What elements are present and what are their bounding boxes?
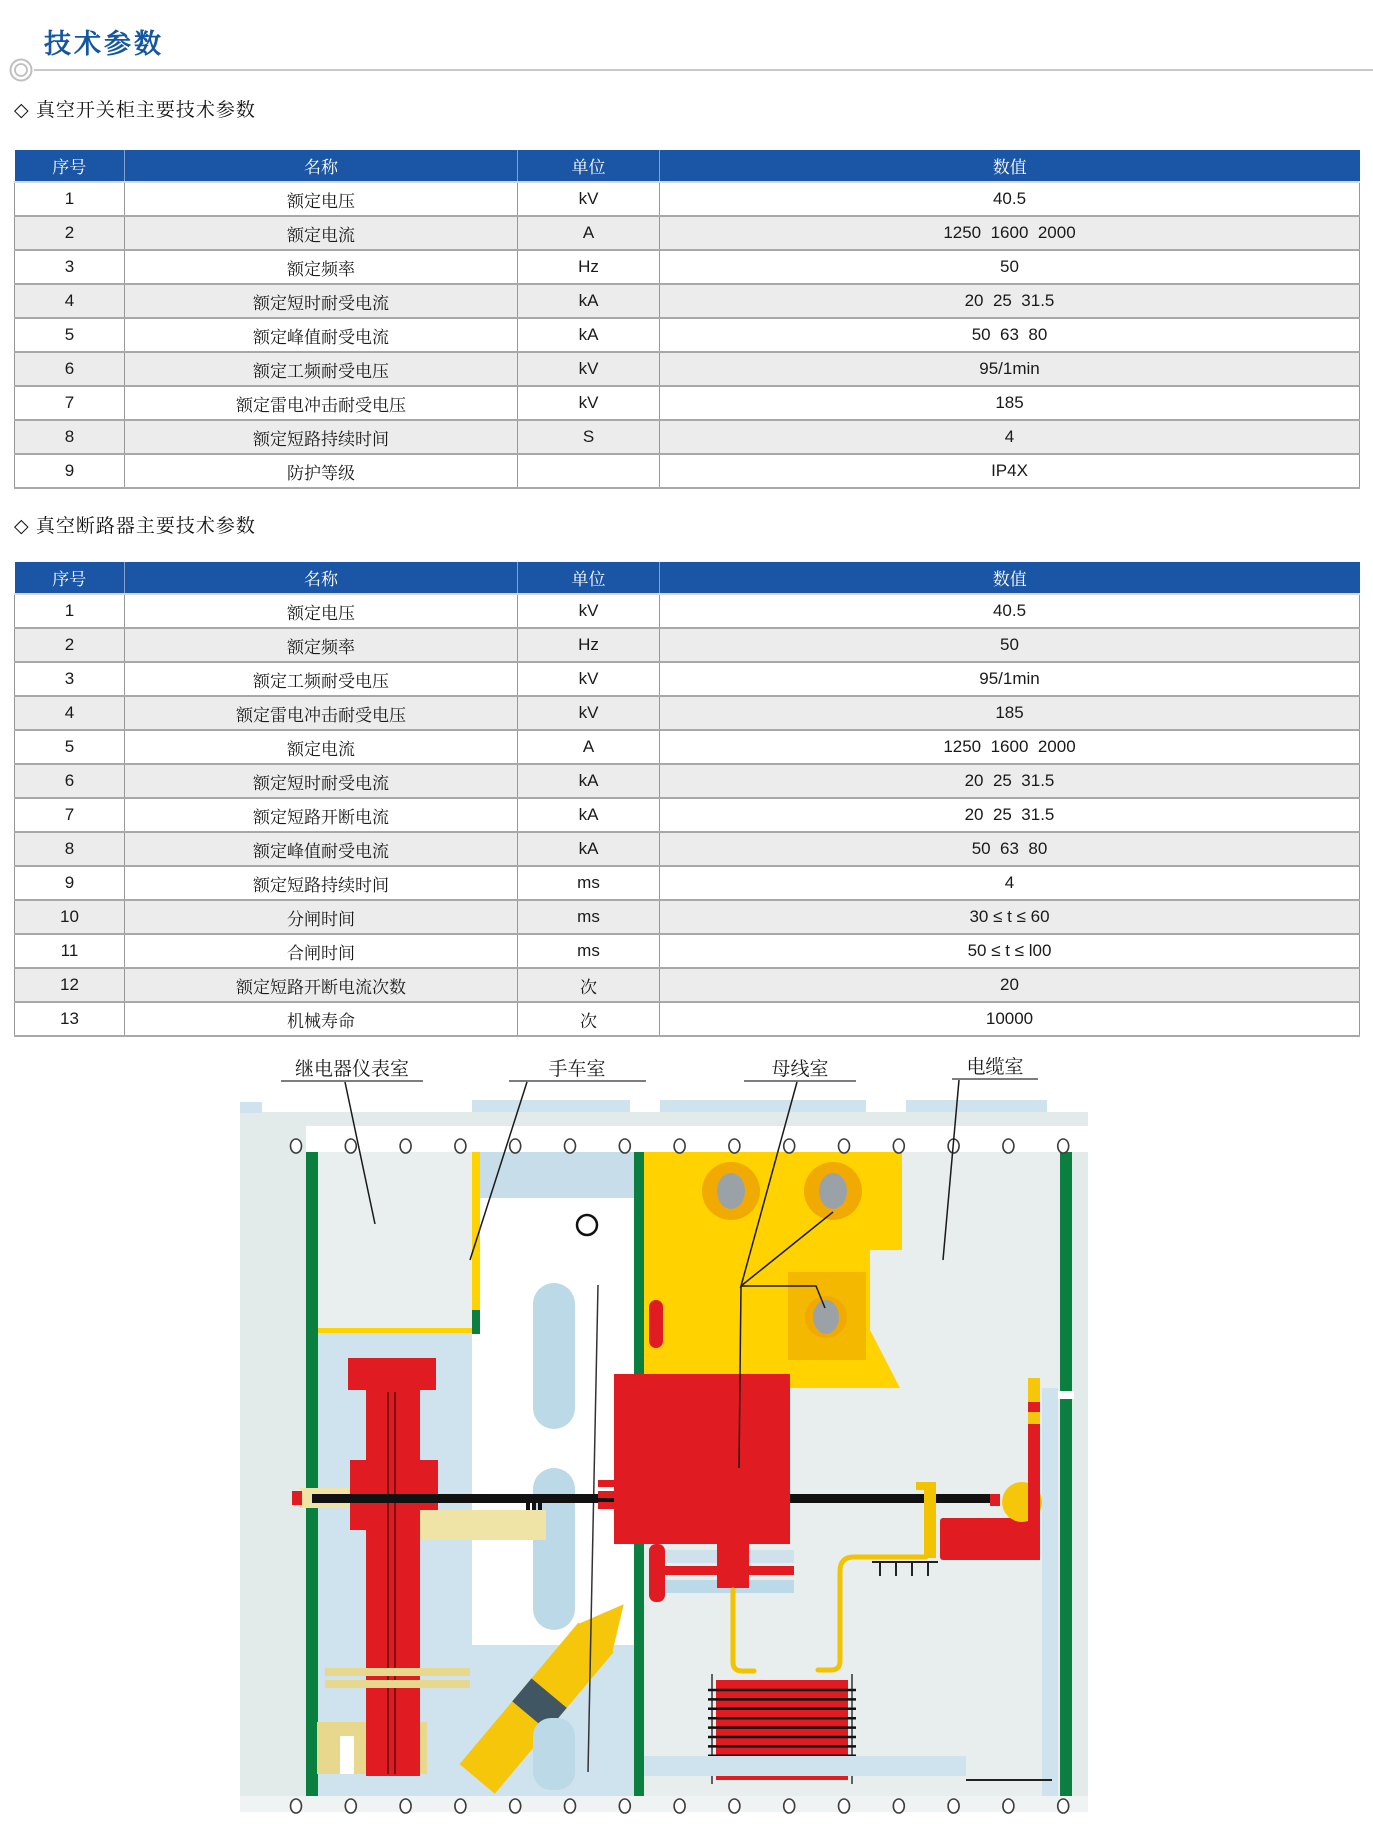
- table-cell: 额定短路开断电流次数: [125, 968, 518, 1002]
- table-cell: 4: [660, 866, 1360, 900]
- table-cell: 分闸时间: [125, 900, 518, 934]
- table-cell: 7: [15, 386, 125, 420]
- column-header: 名称: [125, 150, 518, 182]
- table-cell: 6: [15, 764, 125, 798]
- support-bracket: [924, 1482, 936, 1558]
- table-cell: kV: [518, 594, 660, 628]
- table-row: [15, 318, 1360, 352]
- table-cell: 额定电流: [125, 216, 518, 250]
- table-cell: kA: [518, 764, 660, 798]
- table-cell: 185: [660, 696, 1360, 730]
- bolt-icon: [948, 1799, 959, 1813]
- guide-rail: [533, 1468, 575, 1630]
- page-title: 技术参数: [44, 29, 164, 59]
- switchgear-cross-section-diagram: [0, 1040, 1373, 1848]
- table-cell: 11: [15, 934, 125, 968]
- table-cell: 额定频率: [125, 628, 518, 662]
- table-cell: 3: [15, 250, 125, 284]
- table-row: [15, 764, 1360, 798]
- table-cell: 额定工频耐受电压: [125, 352, 518, 386]
- table-cell: 额定雷电冲击耐受电压: [125, 386, 518, 420]
- bolt-icon: [619, 1799, 630, 1813]
- table-cell: 40.5: [660, 182, 1360, 216]
- cabinet-top-tab: [660, 1100, 866, 1112]
- table-cell: 1250 1600 2000: [660, 730, 1360, 764]
- drive-arm: [420, 1510, 546, 1540]
- bolt-icon: [565, 1139, 576, 1153]
- bolt-icon: [1003, 1139, 1014, 1153]
- table-cell: kA: [518, 832, 660, 866]
- table-cell: 13: [15, 1002, 125, 1036]
- bolt-icon: [729, 1139, 740, 1153]
- table-cell: 次: [518, 968, 660, 1002]
- cabinet-right-wall: [1072, 1152, 1088, 1796]
- table-cell: 额定雷电冲击耐受电压: [125, 696, 518, 730]
- bolt-icon: [510, 1139, 521, 1153]
- bolt-icon: [729, 1799, 740, 1813]
- table-row: [15, 284, 1360, 318]
- table-row: [15, 216, 1360, 250]
- table-cell: IP4X: [660, 454, 1360, 488]
- bolt-icon: [839, 1799, 850, 1813]
- bolt-icon: [510, 1799, 521, 1813]
- table-cell: 185: [660, 386, 1360, 420]
- relay-room-panel: [318, 1152, 472, 1328]
- table-cell: 1: [15, 182, 125, 216]
- table-row: [15, 934, 1360, 968]
- table-cell: kA: [518, 798, 660, 832]
- table-cell: 额定工频耐受电压: [125, 662, 518, 696]
- bolt-icon: [1003, 1799, 1014, 1813]
- table-cell: 2: [15, 216, 125, 250]
- table-cell: 50 63 80: [660, 318, 1360, 352]
- diagram-label-cable-room: 电缆室: [966, 1057, 1024, 1078]
- cabinet-top-tab: [906, 1100, 1047, 1112]
- table-cell: kV: [518, 352, 660, 386]
- table-row: [15, 386, 1360, 420]
- table-row: [15, 1002, 1360, 1036]
- column-header: 序号: [15, 150, 125, 182]
- table-row: [15, 594, 1360, 628]
- bolt-icon: [1058, 1139, 1069, 1153]
- table-cell: kV: [518, 662, 660, 696]
- bolt-icon: [345, 1799, 356, 1813]
- table-row: [15, 454, 1360, 488]
- bolt-icon: [674, 1139, 685, 1153]
- cabinet-top-tab: [472, 1100, 630, 1112]
- frame-bar: [306, 1152, 318, 1796]
- table-cell: 额定电压: [125, 594, 518, 628]
- table-cell: 5: [15, 318, 125, 352]
- table-row: [15, 730, 1360, 764]
- bolt-icon: [455, 1799, 466, 1813]
- bolt-icon: [345, 1139, 356, 1153]
- table-cell: 95/1min: [660, 352, 1360, 386]
- table-cell: kA: [518, 284, 660, 318]
- table-cell: 20 25 31.5: [660, 284, 1360, 318]
- table-cell: 50 ≤ t ≤ l00: [660, 934, 1360, 968]
- table-cell: Hz: [518, 250, 660, 284]
- bolt-icon: [291, 1139, 302, 1153]
- table-cell: kA: [518, 318, 660, 352]
- table-cell: 4: [15, 696, 125, 730]
- table-cell: 6: [15, 352, 125, 386]
- column-header: 名称: [125, 562, 518, 594]
- table-cell: 50: [660, 628, 1360, 662]
- table-cell: 5: [15, 730, 125, 764]
- bolt-icon: [784, 1799, 795, 1813]
- table-cell: [518, 454, 660, 488]
- table-cell: 50: [660, 250, 1360, 284]
- bolt-icon: [893, 1799, 904, 1813]
- column-header: 数值: [660, 150, 1360, 182]
- table-cell: 额定短路持续时间: [125, 866, 518, 900]
- section-heading-breaker: ◇ 真空断路器主要技术参数: [14, 516, 256, 537]
- table-row: [15, 832, 1360, 866]
- table-cell: A: [518, 216, 660, 250]
- table-row: [15, 182, 1360, 216]
- table-cell: 10: [15, 900, 125, 934]
- column-header: 单位: [518, 562, 660, 594]
- table-cell: 4: [660, 420, 1360, 454]
- table-cell: 合闸时间: [125, 934, 518, 968]
- switchgear-params-table: [14, 150, 1360, 489]
- column-header: 单位: [518, 150, 660, 182]
- table-cell: 1: [15, 594, 125, 628]
- bolt-icon: [455, 1139, 466, 1153]
- bolt-icon: [839, 1139, 850, 1153]
- table-cell: 次: [518, 1002, 660, 1036]
- table-cell: 防护等级: [125, 454, 518, 488]
- table-cell: 50 63 80: [660, 832, 1360, 866]
- table-cell: 额定短时耐受电流: [125, 764, 518, 798]
- cabinet-left-wall: [240, 1126, 306, 1796]
- diagram-label-busbar-room: 母线室: [771, 1059, 829, 1080]
- table-cell: 9: [15, 866, 125, 900]
- bolt-icon: [1058, 1799, 1069, 1813]
- table-cell: 12: [15, 968, 125, 1002]
- table-cell: 30 ≤ t ≤ 60: [660, 900, 1360, 934]
- table-row: [15, 662, 1360, 696]
- table-cell: 2: [15, 628, 125, 662]
- breaker-pole: [348, 1358, 436, 1390]
- table-cell: 额定峰值耐受电流: [125, 832, 518, 866]
- table-cell: 额定峰值耐受电流: [125, 318, 518, 352]
- bolt-icon: [565, 1799, 576, 1813]
- table-cell: ms: [518, 900, 660, 934]
- table-cell: ms: [518, 934, 660, 968]
- bolt-icon: [619, 1139, 630, 1153]
- section-heading-switchgear: ◇ 真空开关柜主要技术参数: [14, 100, 256, 121]
- bolt-icon: [400, 1799, 411, 1813]
- table-header-row: [15, 562, 1360, 594]
- bolt-icon: [893, 1139, 904, 1153]
- table-row: [15, 866, 1360, 900]
- guide-rail: [533, 1283, 575, 1429]
- table-row: [15, 900, 1360, 934]
- cabinet-top-strip: [240, 1112, 1088, 1126]
- table-cell: S: [518, 420, 660, 454]
- bolt-icon: [674, 1799, 685, 1813]
- table-cell: 8: [15, 832, 125, 866]
- table-cell: 10000: [660, 1002, 1360, 1036]
- table-cell: 3: [15, 662, 125, 696]
- title-rule: [0, 52, 1373, 92]
- table-row: [15, 420, 1360, 454]
- table-cell: 额定短路持续时间: [125, 420, 518, 454]
- table-cell: 20 25 31.5: [660, 764, 1360, 798]
- table-cell: 8: [15, 420, 125, 454]
- column-header: 数值: [660, 562, 1360, 594]
- table-cell: 机械寿命: [125, 1002, 518, 1036]
- vacuum-breaker: [614, 1374, 790, 1544]
- table-cell: 95/1min: [660, 662, 1360, 696]
- mechanism-box: [940, 1518, 1040, 1560]
- table-row: [15, 798, 1360, 832]
- column-header: 序号: [15, 562, 125, 594]
- table-cell: kV: [518, 386, 660, 420]
- table-row: [15, 250, 1360, 284]
- handle-hole-icon: [577, 1215, 597, 1235]
- table-cell: 20 25 31.5: [660, 798, 1360, 832]
- table-cell: 额定频率: [125, 250, 518, 284]
- bottom-bolt-row: [291, 1799, 1069, 1813]
- table-cell: 额定短路开断电流: [125, 798, 518, 832]
- table-cell: ms: [518, 866, 660, 900]
- bolt-icon: [784, 1139, 795, 1153]
- table-cell: 1250 1600 2000: [660, 216, 1360, 250]
- table-cell: 额定电压: [125, 182, 518, 216]
- table-cell: Hz: [518, 628, 660, 662]
- table-row: [15, 968, 1360, 1002]
- table-cell: 额定电流: [125, 730, 518, 764]
- diagram-label-handcart-room: 手车室: [548, 1059, 606, 1080]
- table-cell: kV: [518, 696, 660, 730]
- frame-bar: [1060, 1152, 1072, 1796]
- table-row: [15, 696, 1360, 730]
- table-cell: 4: [15, 284, 125, 318]
- table-cell: 9: [15, 454, 125, 488]
- diagram-label-relay-room: 继电器仪表室: [294, 1059, 410, 1080]
- table-row: [15, 628, 1360, 662]
- table-cell: kV: [518, 182, 660, 216]
- table-header-row: [15, 150, 1360, 182]
- bolt-icon: [291, 1799, 302, 1813]
- table-cell: 40.5: [660, 594, 1360, 628]
- table-row: [15, 352, 1360, 386]
- breaker-params-table: [14, 562, 1360, 1037]
- table-cell: 7: [15, 798, 125, 832]
- table-cell: 20: [660, 968, 1360, 1002]
- table-cell: A: [518, 730, 660, 764]
- bolt-icon: [400, 1139, 411, 1153]
- table-cell: 额定短时耐受电流: [125, 284, 518, 318]
